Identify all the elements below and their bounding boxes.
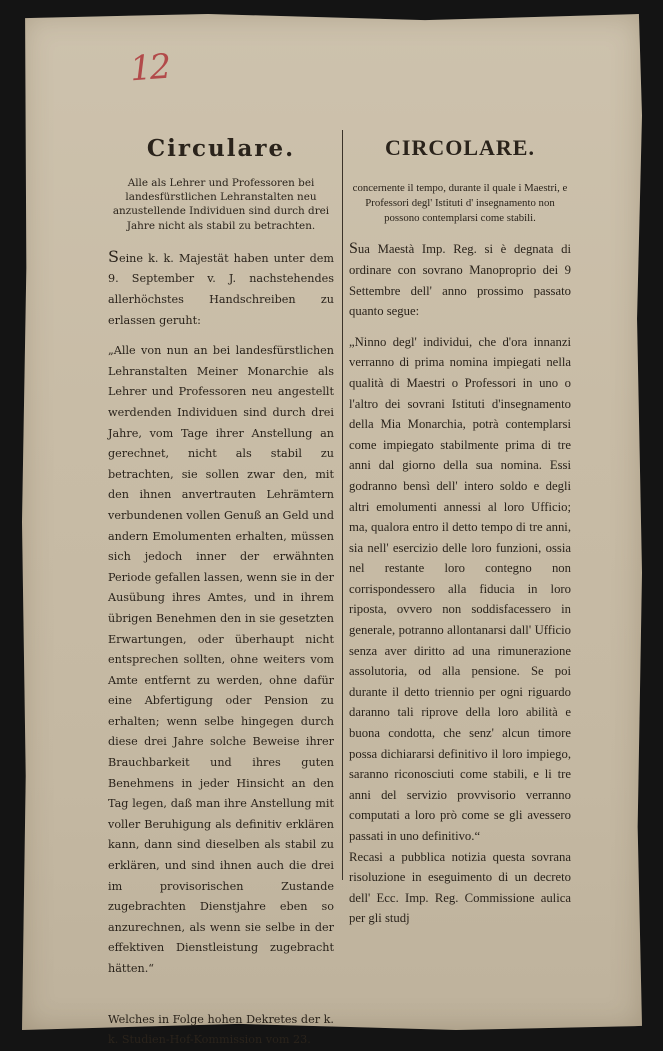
german-title: Circulare. bbox=[146, 135, 296, 162]
german-column bbox=[108, 135, 334, 1051]
italian-column bbox=[349, 135, 571, 929]
german-subtitle: Alle als Lehrer und Professoren bei landesfürstlichen Lehranstalten neu anzustellende Individuen sind durch drei Jahre nicht als stabil zu betrachten. bbox=[112, 177, 330, 232]
italian-final-paragraph: Recasi a pubblica notizia questa sovrana risoluzione in eseguimento di un decreto dell' Ecc. Imp. Reg. Commissione aulica per gli studj bbox=[349, 849, 571, 926]
italian-lead-text: ua Maestà Imp. Reg. si è degnata di ordinare con sovrano Manoproprio dei 9 Settembre dell' anno prossimo passato quanto segue: bbox=[349, 242, 571, 319]
german-lead-initial: S bbox=[108, 246, 119, 266]
german-lead-paragraph bbox=[108, 247, 334, 331]
italian-lead-initial: S bbox=[349, 240, 358, 258]
german-final-paragraph: Welches in Folge hohen Dekretes der k. k. Studien-Hof-Kommission vom 23. bbox=[108, 1012, 334, 1047]
german-lead-text: eine k. k. Majestät haben unter dem 9. September v. J. nachstehendes allerhöchstes Handschreiben zu erlassen geruht: bbox=[108, 251, 334, 327]
italian-subtitle: concernente il tempo, durante il quale i Maestri, e Professori degl' Istituti d' insegnamento non possono contemplarsi come stabili. bbox=[352, 182, 568, 224]
handwritten-number: 12 bbox=[128, 46, 171, 90]
column-divider bbox=[342, 130, 343, 880]
italian-quote: „Ninno degl' individui, che d'ora innanzi verranno di prima nomina impiegati nella qualità di Maestri o Professori in uno o l'altro dei sovrani Istituti d'insegnamento della Mia Monarchia, potrà contemplarsi come impiegato stabilmente prima di tre anni dal giorno della sua nomina. Essi godranno bensì dell' intero soldo e degli altri emolumenti annessi al loro Ufficio; ma, qualora entro il detto tempo di tre anni, sia nell' esercizio delle loro funzioni, ossia nel restante loro contegno non corrispondessero alla fiducia in loro riposta, ovvero non soddisfacessero in generale, potranno allontanarsi dall' Ufficio senza aver diritto ad una rimunerazione assolutoria, od alla pensione. Se poi durante il detto triennio per ogni riguardo daranno tali riprove della loro abilità e buona condotta, che senz' alcun timore possa dichiararsi definitivo il loro impiego, saranno riconosciuti come stabili, e li tre anni del servizio provvisorio verranno computati a loro prò come se gli avessero passati in uno definitivo.“ bbox=[349, 334, 571, 844]
german-quote: „Alle von nun an bei landesfürstlichen Lehranstalten Meiner Monarchie als Lehrer und Professoren neu angestellt werdenden Individuen sind durch drei Jahre, vom Tage ihrer Anstellung an gerechnet, nicht als stabil zu betrachten, sie sollen zwar den, mit den ihnen anvertrauten Lehrämtern verbundenen vollen Genuß an Geld und andern Emolumenten erhalten, müssen sich jedoch inner der erwähnten Periode gefallen lassen, wenn sie in der Ausübung ihres Amtes, und in ihrem übrigen Benehmen den in sie gesetzten Erwartungen, oder überhaupt nicht entsprechen sollten, ohne weiters vom Amte entfernt zu werden, ohne dafür eine Abfertigung oder Pension zu erhalten; wenn selbe hingegen durch diese drei Jahre solche Beweise ihrer Brauchbarkeit und ihres guten Benehmens in jeder Hinsicht an den Tag legen, daß man ihre Anstellung mit voller Beruhigung als definitiv erklären kann, dann sind dieselben als stabil zu erklären, und sind ihnen auch die drei im provisorischen Zustande zugebrachten Dienstjahre eben so anzurechnen, als wenn sie selbe in der effektiven Dienstleistung zugebracht hätten.“ bbox=[108, 344, 334, 975]
italian-title: CIRCOLARE. bbox=[385, 135, 535, 160]
italian-lead-paragraph bbox=[349, 239, 571, 321]
